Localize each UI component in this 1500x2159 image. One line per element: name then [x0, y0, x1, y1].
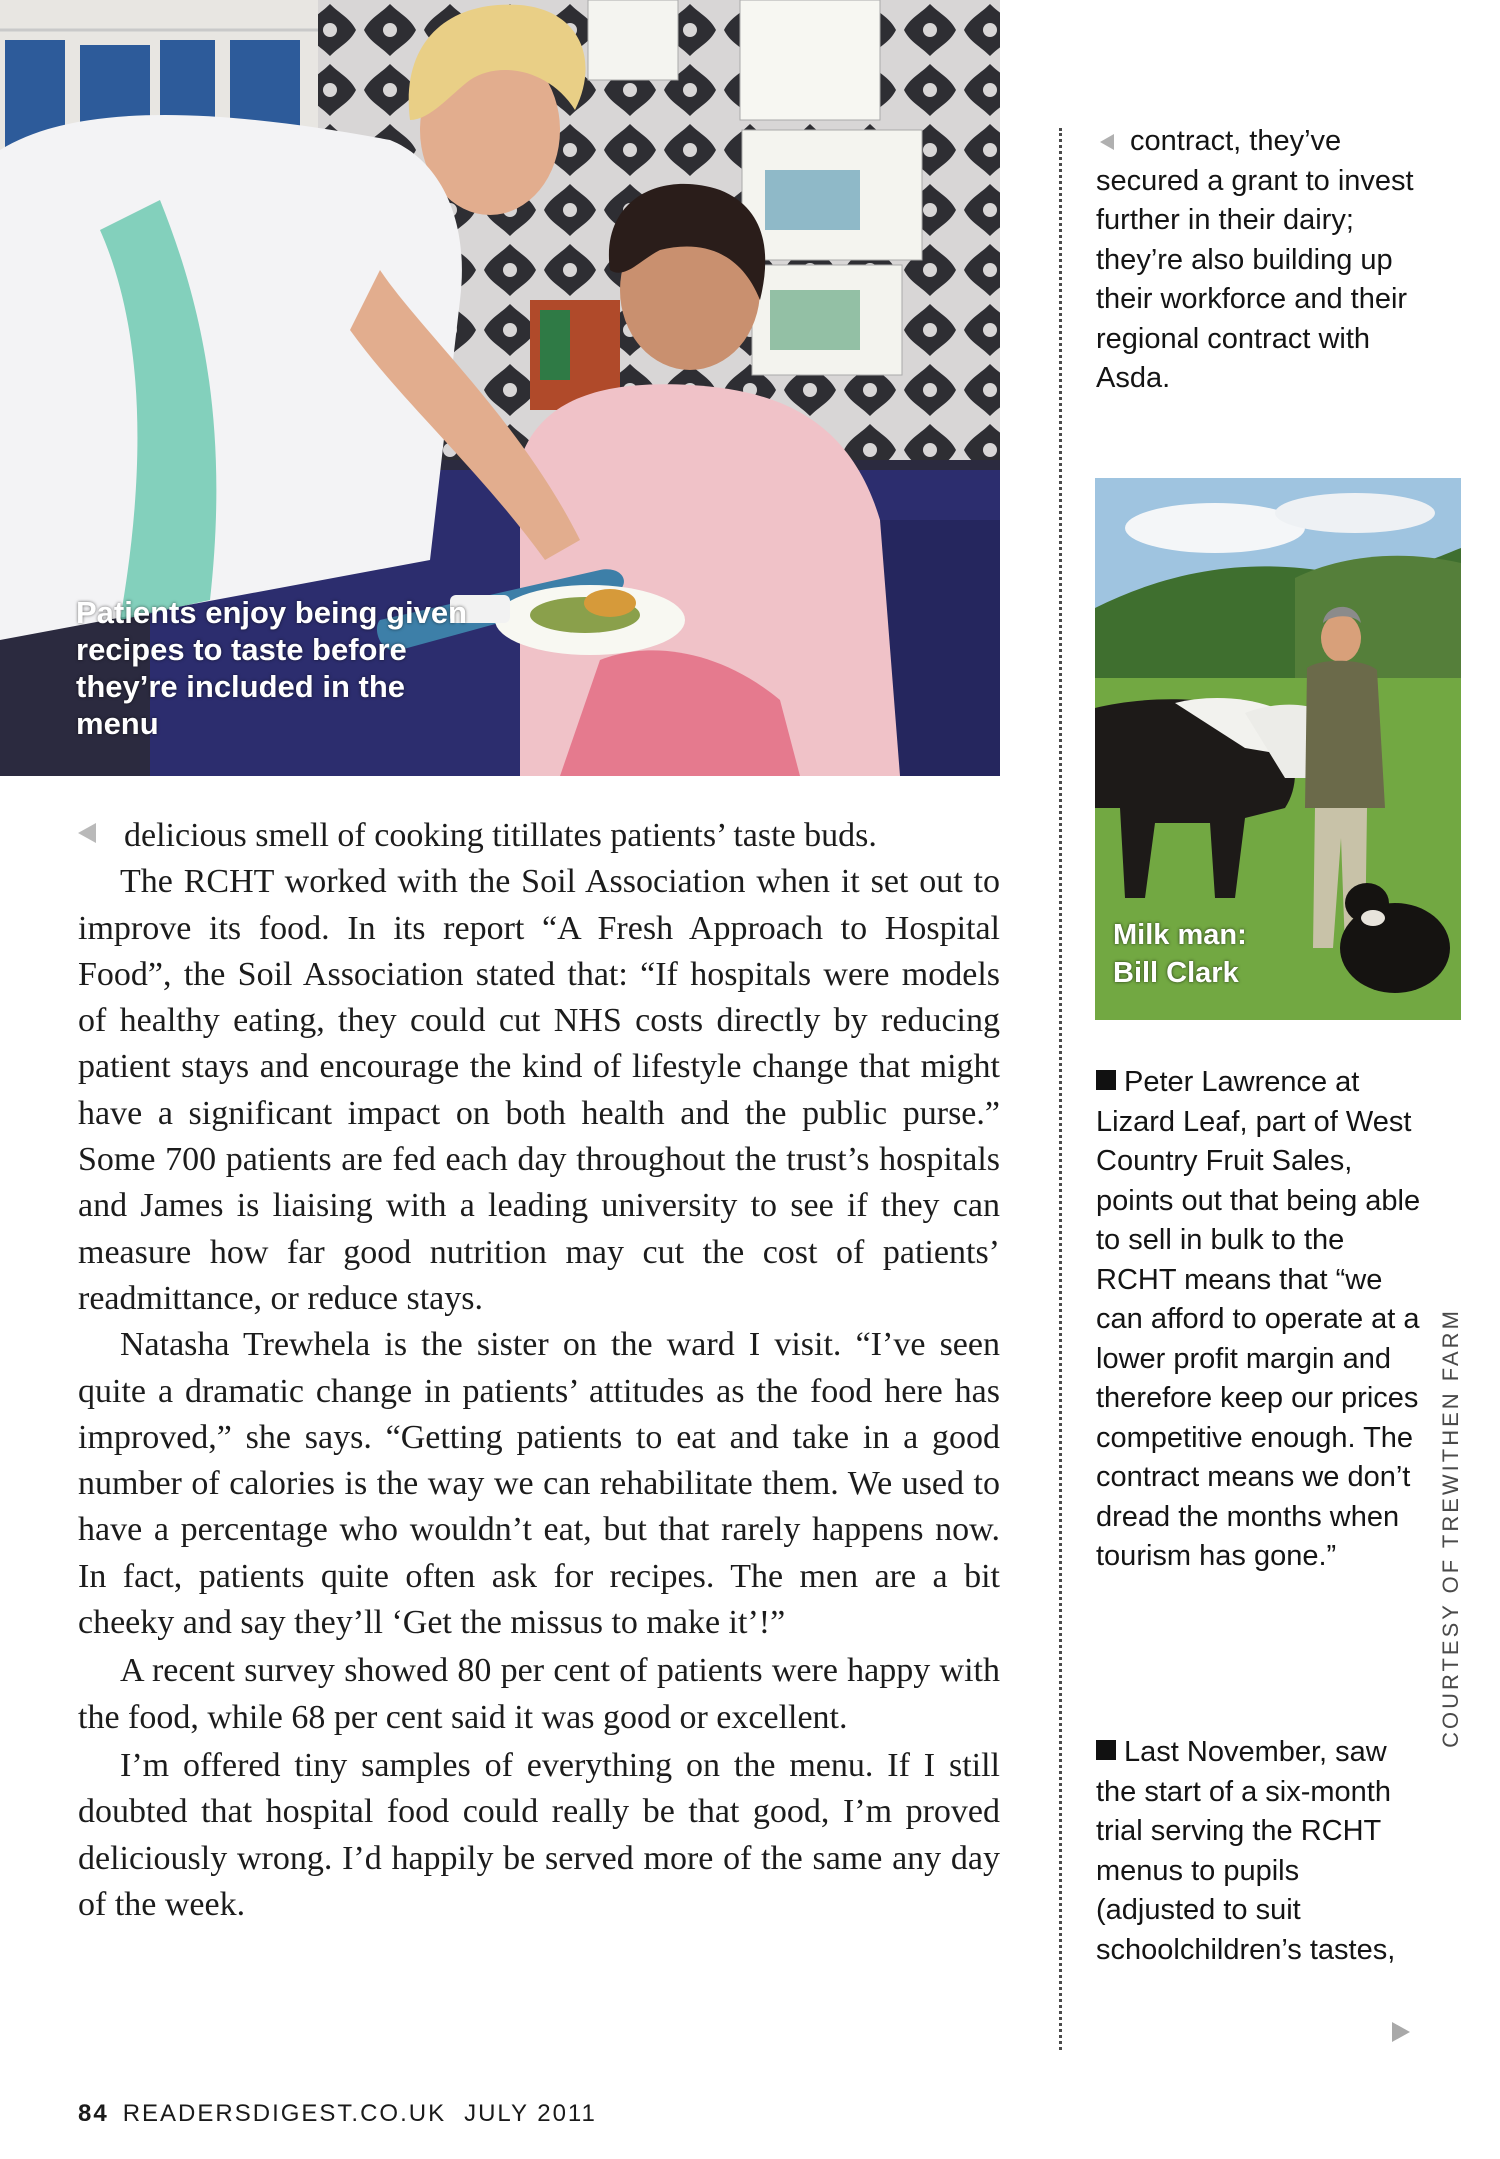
photo-credit: COURTESY OF TREWITHEN FARM	[1438, 1308, 1463, 1748]
hospital-meal-photo	[0, 0, 1000, 776]
article-paragraph: I’m offered tiny samples of everything on the menu. If I still doubted that hospital food could really be that good, I’m proved deliciously wrong. I’d happily be served more of the same any day of the week.	[78, 1746, 1000, 1923]
page-number: 84	[78, 2100, 109, 2127]
footer-site: READERSDIGEST.CO.UK	[122, 2100, 447, 2127]
sidebar-paragraph	[1096, 1063, 1426, 1577]
square-bullet-icon	[1096, 1740, 1116, 1760]
page-footer	[78, 2100, 597, 2128]
square-bullet-icon	[1096, 1070, 1116, 1090]
continued-from-arrow-icon	[1100, 134, 1114, 150]
sidebar-continued-text	[1096, 122, 1426, 399]
caption-line: Bill Clark	[1113, 957, 1239, 989]
continued-from-arrow-icon	[78, 823, 96, 843]
sidebar-item-text: Last November, saw the start of a six-month trial serving the RCHT menus to pupils (adjusted to suit schoolchildren’s tastes,	[1096, 1736, 1396, 1966]
sidebar-item-lizard-leaf	[1096, 1063, 1426, 1577]
farmer-photo-caption	[1113, 916, 1247, 992]
farmer-photo	[1095, 478, 1461, 1020]
sidebar-top-text: contract, they’ve secured a grant to invest further in their dairy; they’re also building up their workforce and their regional contract with Asda.	[1096, 125, 1414, 394]
sidebar-item-school-trial	[1096, 1733, 1426, 1970]
article-paragraph: Natasha Trewhela is the sister on the ward I visit. “I’ve seen quite a dramatic change in patients’ attitudes as the food here has improved,” she says. “Getting patients to eat and take in a good number of calories is the way we can rehabilitate them. We used to have a percentage who wouldn’t eat, but that rarely happens now. In fact, patients quite often ask for recipes. The men are a bit cheeky and say they’ll ‘Get the missus to make it’!”	[78, 1326, 1000, 1642]
caption-line: Milk man:	[1113, 919, 1247, 951]
sidebar-paragraph	[1096, 122, 1426, 399]
article-paragraph: The RCHT worked with the Soil Association when it set out to improve its food. In its report “A Fresh Approach to Hospital Food”, the Soil Association stated that: “If hospitals were models of healthy eating, they could cut NHS costs directly by reducing patient stays and encourage the kind of lifestyle change that might have a significant impact on both health and the public purse.” Some 700 patients are fed each day throughout the trust’s hospitals and James is liaising with a leading university to see if they can measure how far good nutrition may cut the cost of patients’ readmittance, or reduce stays.	[78, 863, 1000, 1317]
article-body	[78, 813, 1000, 1928]
article-paragraph	[78, 813, 1000, 859]
footer-issue: JULY 2011	[464, 2100, 597, 2127]
sidebar-item-text: Peter Lawrence at Lizard Leaf, part of West Country Fruit Sales, points out that being able to sell in bulk to the RCHT means that “we can afford to operate at a lower profit margin and therefore keep our prices competitive enough. The contract means we don’t dread the months when tourism has gone.”	[1096, 1066, 1421, 1572]
paragraph-text: delicious smell of cooking titillates patients’ taste buds.	[124, 817, 877, 854]
article-paragraph: A recent survey showed 80 per cent of patients were happy with the food, while 68 per cent said it was good or excellent.	[78, 1652, 1000, 1736]
sidebar-paragraph	[1096, 1733, 1426, 1970]
column-divider	[1059, 128, 1062, 2050]
continued-on-arrow-icon	[1392, 2022, 1410, 2042]
main-photo-caption: Patients enjoy being given recipes to taste before they’re included in the menu	[76, 595, 468, 741]
